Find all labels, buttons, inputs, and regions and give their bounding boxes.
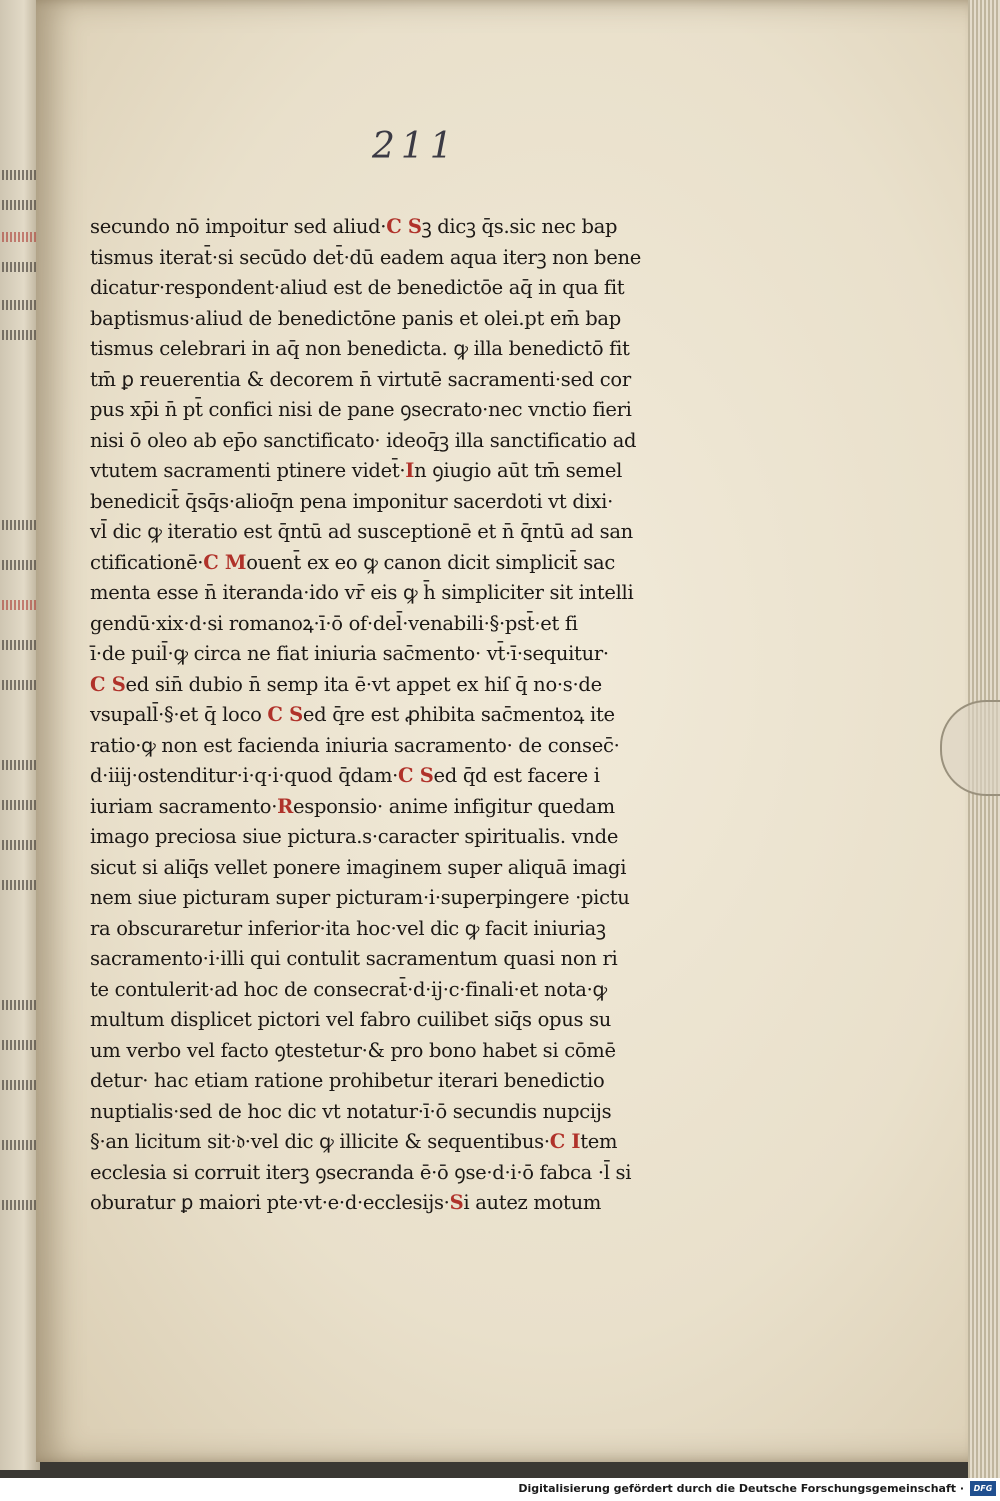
text-line: d·iiij·ostenditur·i·q·i·quod q̄dam·C Sed q̄d est facere i bbox=[90, 764, 600, 787]
previous-page-edge bbox=[0, 0, 40, 1470]
digitization-footer bbox=[0, 1478, 1000, 1501]
rubric: I bbox=[405, 459, 415, 482]
text-line: sacramento·i·illi qui contulit sacramentum quasi non ri bbox=[90, 947, 618, 970]
rubric: C M bbox=[203, 550, 247, 574]
text-line: §·an licitum sit·𝔡·vel dic ꝙ illicite & sequentibus·C Item bbox=[90, 1130, 618, 1153]
rubric: C S bbox=[398, 764, 434, 787]
text-line: iuriam sacramento·Responsio· anime infigitur quedam bbox=[90, 794, 615, 818]
rubric: R bbox=[277, 794, 294, 818]
text-line: ctificationē·C Mouent̄ ex eo ꝙ canon dicit simplicit̄ sac bbox=[90, 550, 615, 574]
text-line: tm̄ ꝑ reuerentia & decorem n̄ virtutē sacramenti·sed cor bbox=[90, 367, 631, 391]
text-line: imago preciosa siue pictura.s·caracter spiritualis. vnde bbox=[90, 825, 619, 848]
text-line: ra obscuraretur inferior·ita hoc·vel dic ꝙ facit iniuriaꝫ bbox=[90, 916, 606, 940]
text-line: C Sed sin̄ dubio n̄ semp ita ē·vt appet ex hiſ q̄ no·s·de bbox=[90, 672, 602, 696]
text-line: benedicit̄ q̄sq̄s·alioq̄n pena imponitur sacerdoti vt dixi· bbox=[90, 489, 613, 513]
rubric: C S bbox=[90, 672, 126, 696]
text-line: pus xp̄i n̄ pt̄ confici nisi de pane ꝯsecrato·nec vnctio fieri bbox=[90, 398, 632, 421]
text-line: gendū·xix·d·si romanoꝝ·ī·ō of·del̄·venabili·§·pst̄·et fi bbox=[90, 611, 578, 635]
text-line: te contulerit·ad hoc de consecrat̄·d·ij·c·finali·et nota·ꝙ bbox=[90, 977, 607, 1001]
text-line: dicatur·respondent·aliud est de benedictōe aq̄ in qua fit bbox=[90, 276, 625, 299]
text-line: nem siue picturam super picturam·i·superpingere ·pictu bbox=[90, 886, 630, 909]
text-block bbox=[90, 212, 690, 1219]
rubric: C I bbox=[549, 1130, 581, 1153]
text-line: ecclesia si corruit iterꝫ ꝯsecranda ē·ō ꝯse·d·i·ō fabca ·l̄ si bbox=[90, 1160, 632, 1184]
text-line: multum displicet pictori vel fabro cuilibet siq̄s opus su bbox=[90, 1008, 612, 1031]
text-line: tismus iterat̄·si secūdo det̄·dū eadem aqua iterꝫ non bene bbox=[90, 245, 641, 269]
text-line: oburatur ꝑ maiori pte·vt·e·d·ecclesijs·Si autez motum bbox=[90, 1191, 602, 1214]
text-line: nuptialis·sed de hoc dic vt notatur·ī·ō secundis nupcijs bbox=[90, 1099, 612, 1123]
text-line: vl̄ dic ꝙ iteratio est q̄ntū ad susceptionē et n̄ q̄ntū ad san bbox=[90, 520, 633, 543]
text-line: ī·de puil̄·ꝙ circa ne fiat iniuria sac̄mento· vt̄·ī·sequitur· bbox=[90, 642, 609, 665]
text-line: nisi ō oleo ab ep̄o sanctificato· ideoq̄ꝫ illa sanctificatio ad bbox=[90, 428, 637, 452]
folio-number: 211 bbox=[372, 126, 459, 167]
text-line: ratio·ꝙ non est facienda iniuria sacramento· de consec̄· bbox=[90, 733, 620, 757]
funding-credit: Digitalisierung gefördert durch die Deutsche Forschungsgemeinschaft · bbox=[518, 1482, 964, 1495]
text-line: sicut si aliq̄s vellet ponere imaginem super aliquā imagi bbox=[90, 855, 627, 879]
text-line: baptismus·aliud de benedictōne panis et olei.pt em̄ bap bbox=[90, 306, 621, 330]
dfg-logo: DFG bbox=[970, 1481, 996, 1496]
text-line: detur· hac etiam ratione prohibetur iterari benedictio bbox=[90, 1069, 605, 1092]
rubric: S bbox=[449, 1191, 464, 1214]
text-line: secundo nō impoitur sed aliud·C Sꝫ dicꝫ q̄s.sic nec bap bbox=[90, 215, 618, 238]
text-line: vsupall̄·§·et q̄ loco C Sed q̄re est ꝓhibita sac̄mentoꝝ ite bbox=[90, 703, 615, 726]
text-line: um verbo vel facto ꝯtestetur·& pro bono habet si cōmē bbox=[90, 1038, 616, 1062]
text-line: menta esse n̄ iteranda·ido vr̄ eis ꝙ h̄ simpliciter sit intelli bbox=[90, 581, 634, 604]
text-line: tismus celebrari in aq̄ non benedicta. ꝙ illa benedictō fit bbox=[90, 337, 630, 360]
text-line: vtutem sacramenti ptinere videt̄·In ꝯiugio aūt tm̄ semel bbox=[90, 459, 623, 482]
rubric: C S bbox=[386, 215, 422, 238]
rubric: C S bbox=[267, 703, 303, 726]
